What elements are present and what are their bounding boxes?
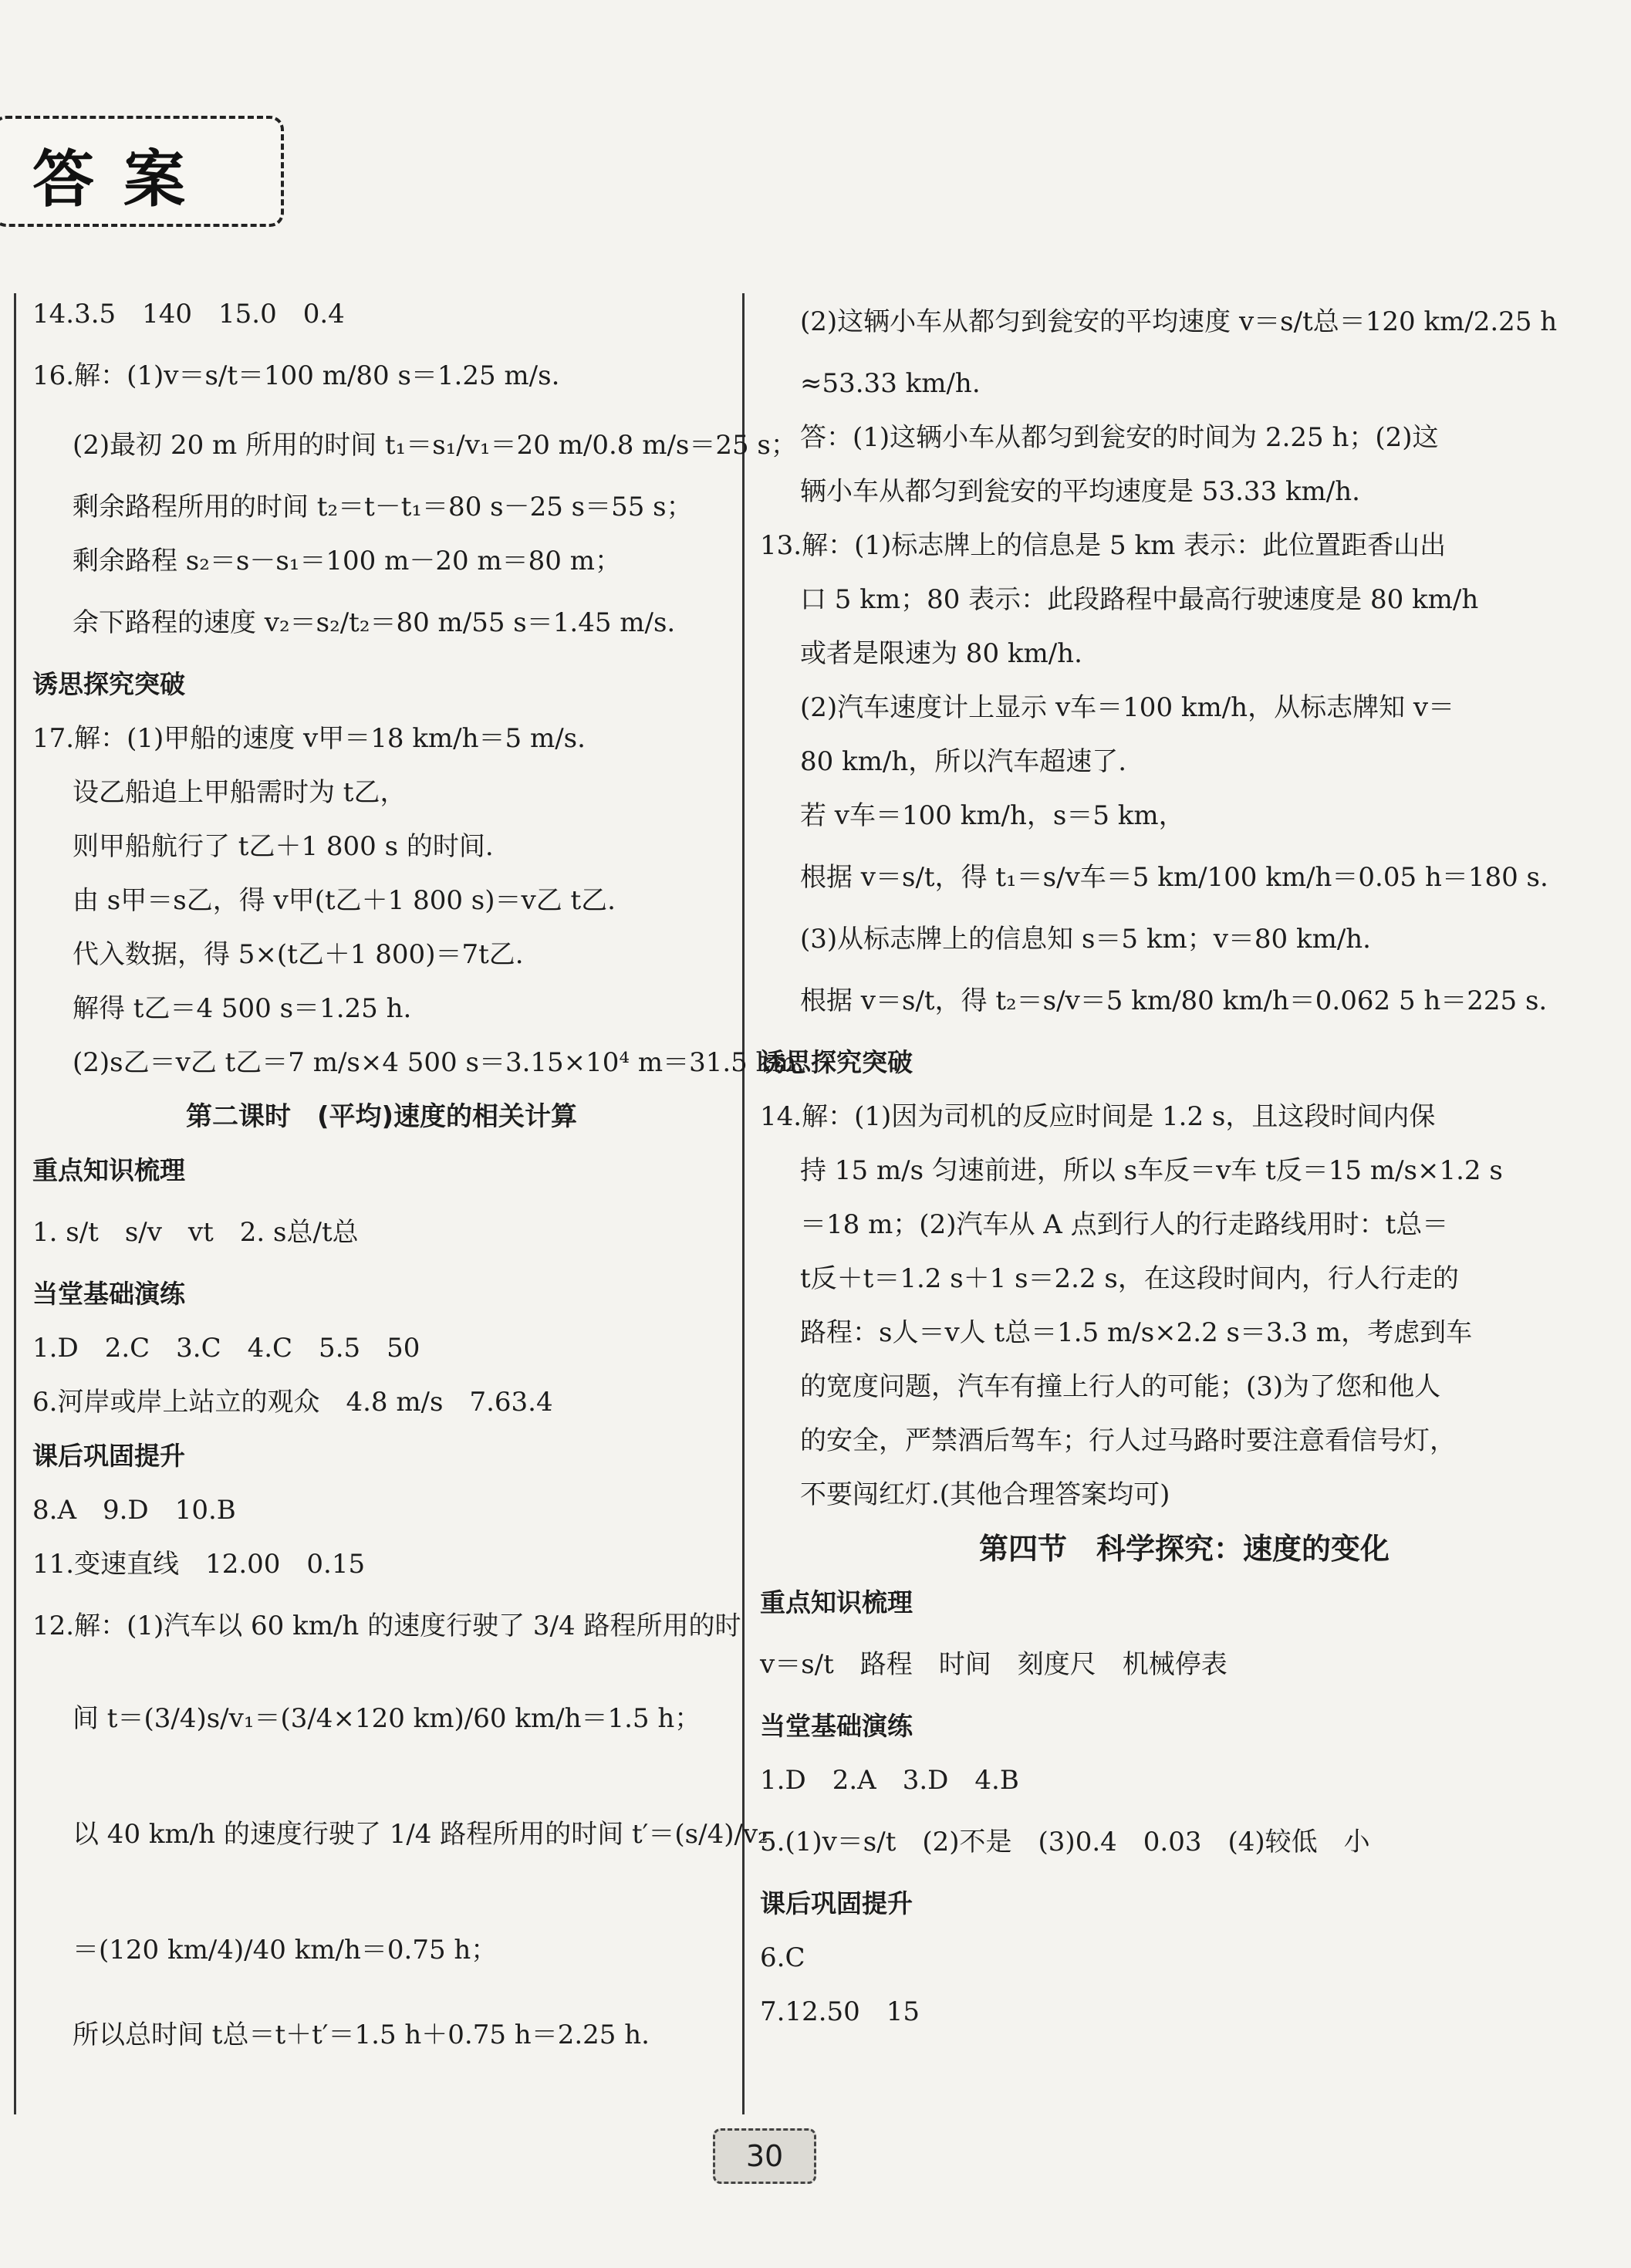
answer-line: 口 5 km；80 表示：此段路程中最高行驶速度是 80 km/h <box>800 584 1479 615</box>
answer-line: 14.3.5 140 15.0 0.4 <box>32 299 345 330</box>
answer-line: 辆小车从都匀到瓮安的平均速度是 53.33 km/h. <box>800 476 1360 507</box>
answer-line: 1.D 2.C 3.C 4.C 5.5 50 <box>32 1333 420 1364</box>
answer-line: (2)最初 20 m 所用的时间 t₁＝s₁/v₁＝20 m/0.8 m/s＝25 s； <box>73 430 797 461</box>
answer-line: 8.A 9.D 10.B <box>32 1495 236 1526</box>
answer-line: 不要闯红灯.(其他合理答案均可) <box>800 1479 1170 1510</box>
answer-line: v＝s/t 路程 时间 刻度尺 机械停表 <box>760 1649 1227 1680</box>
answer-line: 14.解：(1)因为司机的反应时间是 1.2 s，且这段时间内保 <box>760 1101 1436 1132</box>
lesson-title: 第二课时 (平均)速度的相关计算 <box>185 1101 578 1132</box>
answer-line: (2)s乙＝v乙 t乙＝7 m/s×4 500 s＝3.15×10⁴ m＝31.5 km. <box>73 1047 805 1078</box>
right-column <box>760 287 1609 2039</box>
answer-line: ≈53.33 km/h. <box>800 368 981 399</box>
answer-line: 所以总时间 t总＝t＋t′＝1.5 h＋0.75 h＝2.25 h. <box>73 2020 650 2050</box>
answer-line: 6.河岸或岸上站立的观众 4.8 m/s 7.63.4 <box>32 1387 553 1418</box>
answer-line: 16.解：(1)v＝s/t＝100 m/80 s＝1.25 m/s. <box>32 360 560 391</box>
answer-line: 的宽度问题，汽车有撞上行人的可能；(3)为了您和他人 <box>800 1371 1441 1402</box>
answer-line: 6.C <box>760 1942 805 1973</box>
answer-line: 设乙船追上甲船需时为 t乙， <box>73 777 407 808</box>
section-heading: 诱思探究突破 <box>32 669 185 699</box>
answer-line: 路程：s人＝v人 t总＝1.5 m/s×2.2 s＝3.3 m，考虑到车 <box>800 1317 1473 1348</box>
answer-line: 的安全，严禁酒后驾车；行人过马路时要注意看信号灯， <box>800 1425 1456 1456</box>
answer-line: (2)汽车速度计上显示 v车＝100 km/h，从标志牌知 v＝ <box>800 692 1455 723</box>
answer-line: 1.D 2.A 3.D 4.B <box>760 1765 1019 1796</box>
answer-line: 剩余路程 s₂＝s－s₁＝100 m－20 m＝80 m； <box>73 546 621 576</box>
answer-line: (2)这辆小车从都匀到瓮安的平均速度 v＝s/t总＝120 km/2.25 h <box>800 306 1558 337</box>
answer-line: 持 15 m/s 匀速前进，所以 s车反＝v车 t反＝15 m/s×1.2 s <box>800 1155 1503 1186</box>
lesson-title: 第四节 科学探究：速度的变化 <box>978 1532 1390 1566</box>
left-margin-rule <box>14 293 16 2114</box>
page-title: 答案 <box>32 144 214 215</box>
answer-line: ＝18 m；(2)汽车从 A 点到行人的行走路线用时：t总＝ <box>800 1209 1449 1240</box>
section-heading: 当堂基础演练 <box>760 1711 913 1741</box>
answer-line: 余下路程的速度 v₂＝s₂/t₂＝80 m/55 s＝1.45 m/s. <box>73 607 676 638</box>
answer-line: 间 t＝(3/4)s/v₁＝(3/4×120 km)/60 km/h＝1.5 h； <box>73 1703 701 1734</box>
answer-line: 7.12.50 15 <box>760 1996 920 2027</box>
answer-line: 12.解：(1)汽车以 60 km/h 的速度行驶了 3/4 路程所用的时 <box>32 1611 741 1641</box>
answer-line: 则甲船航行了 t乙＋1 800 s 的时间. <box>73 831 494 862</box>
answer-line: 5.(1)v＝s/t (2)不是 (3)0.4 0.03 (4)较低 小 <box>760 1827 1370 1857</box>
answer-line: 80 km/h，所以汽车超速了. <box>800 746 1127 777</box>
answer-line: 根据 v＝s/t，得 t₁＝s/v车＝5 km/100 km/h＝0.05 h＝180 s. <box>800 862 1548 893</box>
answer-line: 剩余路程所用的时间 t₂＝t－t₁＝80 s－25 s＝55 s； <box>73 492 693 522</box>
answer-line: 答：(1)这辆小车从都匀到瓮安的时间为 2.25 h；(2)这 <box>800 422 1439 453</box>
answer-line: 代入数据，得 5×(t乙＋1 800)＝7t乙. <box>73 939 524 970</box>
answer-line: ＝(120 km/4)/40 km/h＝0.75 h； <box>73 1935 498 1965</box>
answer-line: 13.解：(1)标志牌上的信息是 5 km 表示：此位置距香山出 <box>760 530 1447 561</box>
answer-line: 17.解：(1)甲船的速度 v甲＝18 km/h＝5 m/s. <box>32 723 586 754</box>
answer-line: 根据 v＝s/t，得 t₂＝s/v＝5 km/80 km/h＝0.062 5 h＝225 s. <box>800 985 1548 1016</box>
answer-line: 由 s甲＝s乙，得 v甲(t乙＋1 800 s)＝v乙 t乙. <box>73 885 616 916</box>
section-heading: 课后巩固提升 <box>32 1441 185 1471</box>
answer-line: 解得 t乙＝4 500 s＝1.25 h. <box>73 993 412 1024</box>
answer-line: 1. s/t s/v vt 2. s总/t总 <box>32 1217 359 1248</box>
answer-line: 11.变速直线 12.00 0.15 <box>32 1549 366 1580</box>
section-heading: 课后巩固提升 <box>760 1888 913 1918</box>
section-heading: 诱思探究突破 <box>760 1047 913 1077</box>
answer-line: 以 40 km/h 的速度行驶了 1/4 路程所用的时间 t′＝(s/4)/v₂ <box>73 1819 768 1850</box>
section-heading: 重点知识梳理 <box>760 1587 913 1617</box>
page-number: 30 <box>713 2128 816 2184</box>
answer-line: 或者是限速为 80 km/h. <box>800 638 1082 669</box>
answer-line: (3)从标志牌上的信息知 s＝5 km；v＝80 km/h. <box>800 924 1371 955</box>
answer-line: t反＋t＝1.2 s＋1 s＝2.2 s，在这段时间内，行人行走的 <box>800 1263 1459 1294</box>
section-heading: 重点知识梳理 <box>32 1155 185 1185</box>
section-heading: 当堂基础演练 <box>32 1279 185 1309</box>
answer-line: 若 v车＝100 km/h，s＝5 km， <box>800 800 1185 831</box>
